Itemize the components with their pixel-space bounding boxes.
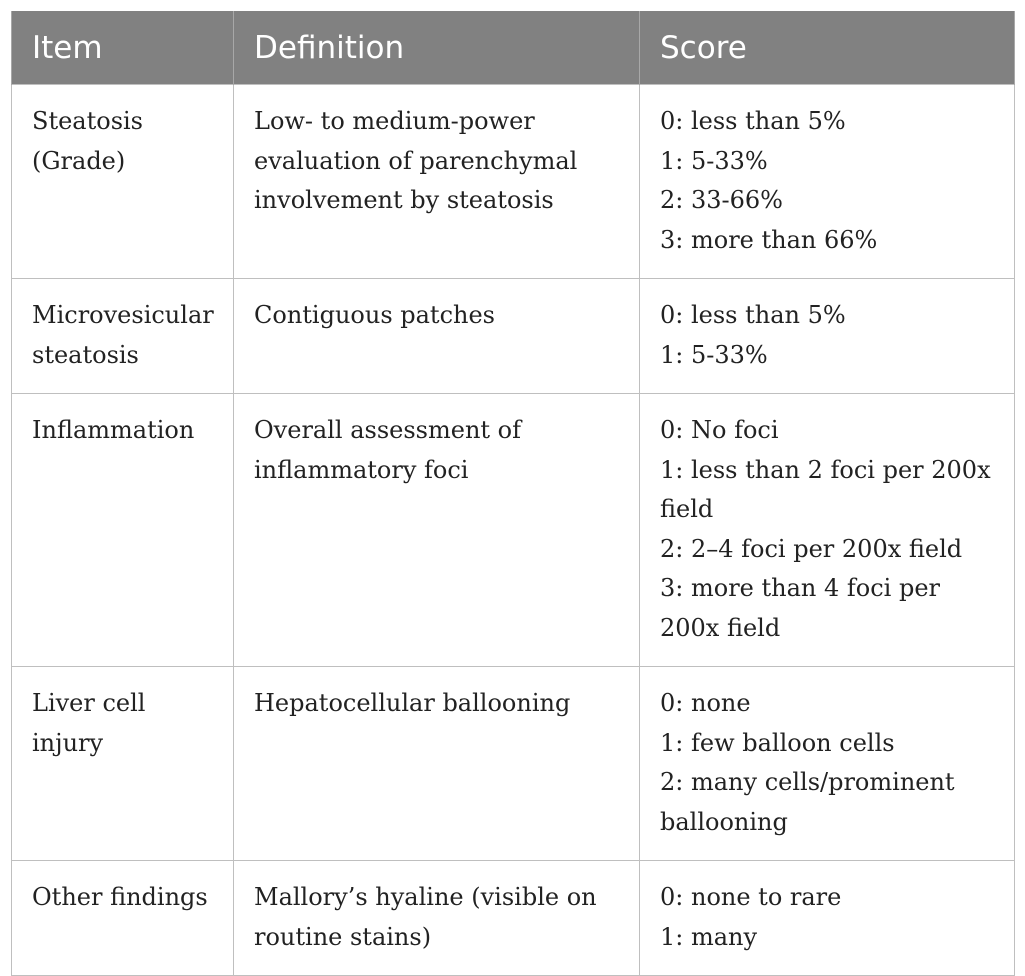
cell-item: Inflammation <box>12 394 234 667</box>
cell-item: Microvesicular steatosis <box>12 279 234 394</box>
score-line: 2: many cells/prominent ballooning <box>660 768 955 836</box>
cell-definition: Overall assessment of inflammatory foci <box>234 394 640 667</box>
cell-score <box>640 861 1015 976</box>
table-row <box>12 85 1015 279</box>
score-line: 0: less than 5% <box>660 107 846 135</box>
score-line: 1: 5-33% <box>660 340 768 369</box>
cell-definition: Contiguous patches <box>234 279 640 394</box>
score-line: 0: none to rare <box>660 883 842 911</box>
cell-score <box>640 667 1015 861</box>
table-header-row <box>12 11 1015 85</box>
cell-definition: Mallory’s hyaline (visible on routine stains) <box>234 861 640 976</box>
score-line: 0: No foci <box>660 416 779 444</box>
cell-score <box>640 394 1015 667</box>
score-line: 3: more than 66% <box>660 225 878 254</box>
score-line: 1: few balloon cells <box>660 728 895 757</box>
table-row <box>12 861 1015 976</box>
cell-score <box>640 279 1015 394</box>
table-row <box>12 279 1015 394</box>
score-line: 3: more than 4 foci per 200x field <box>660 574 941 642</box>
cell-definition: Hepatocellular ballooning <box>234 667 640 861</box>
score-line: 2: 2–4 foci per 200x field <box>660 534 963 563</box>
cell-item: Steatosis (Grade) <box>12 85 234 279</box>
header-score: Score <box>640 11 1015 85</box>
header-item: Item <box>12 11 234 85</box>
score-line: 1: many <box>660 922 758 951</box>
score-line: 1: less than 2 foci per 200x field <box>660 455 991 523</box>
cell-item: Liver cell injury <box>12 667 234 861</box>
table-row <box>12 667 1015 861</box>
scoring-table-container <box>11 11 1014 976</box>
cell-definition: Low- to medium-power evaluation of parenchymal involvement by steatosis <box>234 85 640 279</box>
score-line: 0: none <box>660 689 751 717</box>
cell-item: Other findings <box>12 861 234 976</box>
scoring-table <box>11 11 1015 976</box>
table-row <box>12 394 1015 667</box>
header-definition: Definition <box>234 11 640 85</box>
score-line: 2: 33-66% <box>660 186 783 214</box>
score-line: 0: less than 5% <box>660 301 846 329</box>
cell-score <box>640 85 1015 279</box>
score-line: 1: 5-33% <box>660 146 768 175</box>
